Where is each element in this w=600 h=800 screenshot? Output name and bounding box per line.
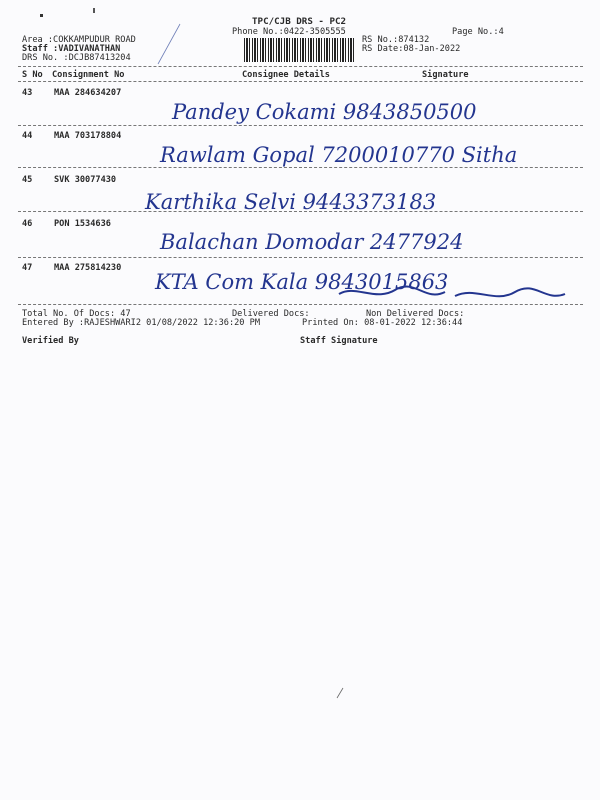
barcode (244, 38, 356, 62)
area-label: Area :COKKAMPUDUR ROAD (22, 35, 136, 45)
handwritten-details: Balachan Domodar 2477924 (160, 230, 464, 254)
handwritten-details: Karthika Selvi 9443373183 (145, 190, 437, 214)
col-consignee: Consignee Details (242, 70, 330, 80)
row-sno: 44 (22, 131, 33, 141)
row-consignment: MAA 275814230 (54, 263, 122, 273)
row-sno: 45 (22, 175, 33, 185)
row-consignment: SVK 30077430 (54, 175, 117, 185)
rs-number: RS No.:874132 (362, 35, 430, 45)
row-consignment: MAA 284634207 (54, 88, 122, 98)
handwritten-details: KTA Com Kala 9843015863 (155, 270, 449, 294)
phone-number: Phone No.:0422-3505555 (232, 27, 346, 37)
pen-mark (335, 686, 345, 700)
total-docs: Total No. Of Docs: 47 (22, 309, 131, 319)
verified-by: Verified By (22, 336, 79, 346)
row-sno: 46 (22, 219, 33, 229)
divider (18, 81, 583, 82)
printed-on: Printed On: 08-01-2022 12:36:44 (302, 318, 463, 328)
staff-label: Staff :VADIVANATHAN (22, 44, 121, 54)
entered-by: Entered By :RAJESHWARI2 01/08/2022 12:36:20 PM (22, 318, 260, 328)
pen-stroke (150, 20, 190, 70)
rs-date: RS Date:08-Jan-2022 (362, 44, 461, 54)
non-delivered-docs: Non Delivered Docs: (366, 309, 465, 319)
col-sno: S No (22, 70, 43, 80)
ink-speck (93, 8, 95, 13)
row-divider (18, 167, 583, 168)
document-title: TPC/CJB DRS - PC2 (252, 16, 347, 27)
row-sno: 43 (22, 88, 33, 98)
col-signature: Signature (422, 70, 469, 80)
divider (18, 66, 583, 67)
handwritten-details: Rawlam Gopal 7200010770 Sitha (160, 143, 518, 167)
delivered-docs: Delivered Docs: (232, 309, 310, 319)
row-divider (18, 304, 583, 305)
scribble (335, 280, 575, 306)
col-consignment: Consignment No (52, 70, 125, 80)
staff-signature: Staff Signature (300, 336, 378, 346)
page-number: Page No.:4 (452, 27, 504, 37)
handwritten-details: Pandey Cokami 9843850500 (172, 100, 477, 124)
ink-speck (40, 14, 43, 17)
row-divider (18, 125, 583, 126)
drs-number: DRS No. :DCJB87413204 (22, 53, 131, 63)
row-consignment: PON 1534636 (54, 219, 111, 229)
row-consignment: MAA 703178804 (54, 131, 122, 141)
row-divider (18, 211, 583, 212)
row-sno: 47 (22, 263, 33, 273)
row-divider (18, 257, 583, 258)
